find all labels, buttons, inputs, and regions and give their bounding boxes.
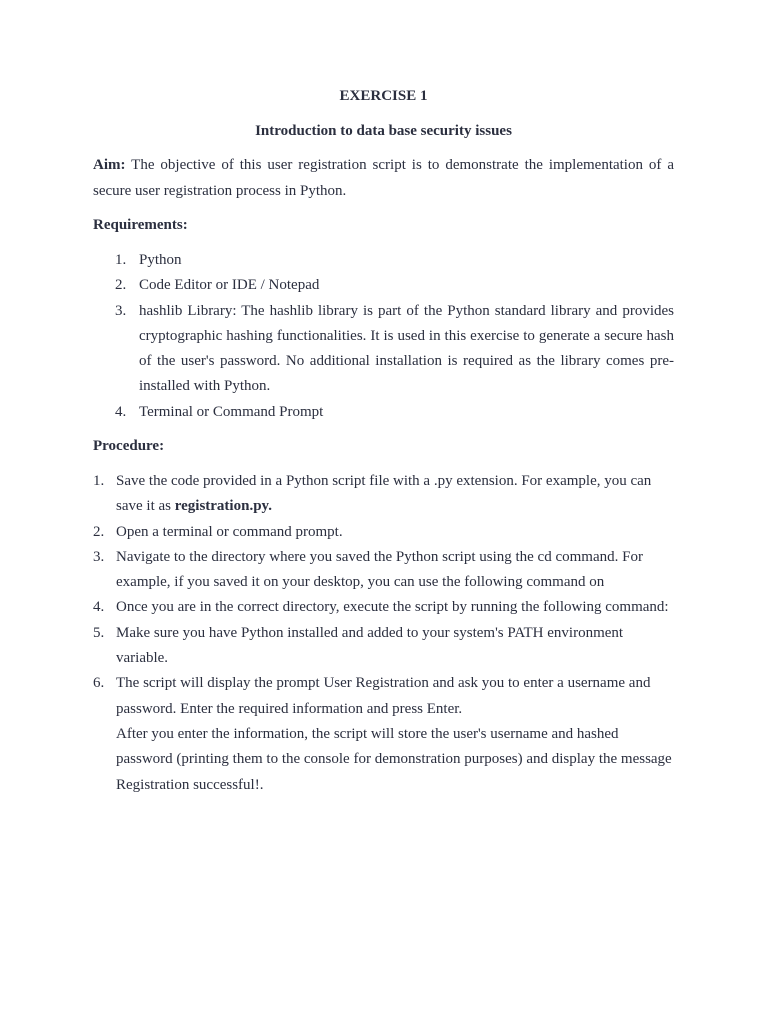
item-text: Python bbox=[139, 252, 182, 268]
item-text: Terminal or Command Prompt bbox=[139, 403, 324, 420]
item-number: 5. bbox=[93, 624, 105, 641]
procedure-item bbox=[93, 520, 674, 545]
item-number: 4. bbox=[115, 403, 127, 420]
item-text: Navigate to the directory where you saved the Python script using the cd command. For example, if you saved it on your desktop, you can use the following command on bbox=[116, 548, 643, 591]
requirements-item bbox=[93, 299, 674, 400]
requirements-item bbox=[93, 400, 674, 425]
item-continuation-text: After you enter the information, the script will store the user's username and hashed password (printing them to the console for demonstration purposes) and display the message Registration successful!. bbox=[116, 725, 672, 793]
item-number: 4. bbox=[93, 599, 105, 616]
document-title: EXERCISE 1 bbox=[339, 88, 428, 104]
procedure-item bbox=[93, 595, 674, 620]
requirements-item bbox=[93, 248, 674, 273]
item-text: The script will display the prompt User Registration and ask you to enter a username and password. Enter the required information and press Enter. bbox=[116, 675, 651, 717]
aim-label: Aim: bbox=[93, 157, 126, 173]
item-number: 6. bbox=[93, 675, 105, 692]
item-number: 1. bbox=[115, 252, 127, 268]
procedure-list bbox=[93, 469, 674, 798]
item-number: 1. bbox=[93, 473, 105, 489]
item-text: Code Editor or IDE / Notepad bbox=[139, 277, 320, 294]
item-text: hashlib Library: The hashlib library is part of the Python standard library and provides cryptographic hashing functionalities. It is used in this exercise to generate a secure hash of the user's password. No additional installation is required as the library comes pre-installed with Python. bbox=[139, 302, 674, 395]
procedure-item bbox=[93, 621, 674, 672]
item-number: 2. bbox=[93, 523, 105, 540]
procedure-heading: Procedure: bbox=[93, 438, 165, 454]
procedure-item bbox=[93, 545, 674, 596]
item-number: 2. bbox=[115, 277, 127, 294]
filename-text: registration.py. bbox=[174, 498, 272, 515]
procedure-item bbox=[93, 469, 674, 520]
document-subtitle: Introduction to data base security issues bbox=[255, 123, 512, 139]
item-text: Save the code provided in a Python script file with a .py extension. For example, you can save it as bbox=[116, 473, 652, 515]
requirements-heading: Requirements: bbox=[93, 217, 188, 233]
item-text: Make sure you have Python installed and added to your system's PATH environment variable. bbox=[116, 624, 624, 667]
requirements-list bbox=[93, 248, 674, 425]
item-text: Open a terminal or command prompt. bbox=[116, 523, 343, 540]
aim-text: The objective of this user registration script is to demonstrate the implementation of a secure user registration process in Python. bbox=[93, 157, 674, 199]
item-number: 3. bbox=[115, 302, 127, 319]
procedure-item bbox=[93, 671, 674, 797]
item-number: 3. bbox=[93, 548, 105, 565]
item-text: Once you are in the correct directory, execute the script by running the following command: bbox=[116, 599, 669, 616]
requirements-item bbox=[93, 273, 674, 298]
aim-paragraph bbox=[93, 153, 674, 204]
